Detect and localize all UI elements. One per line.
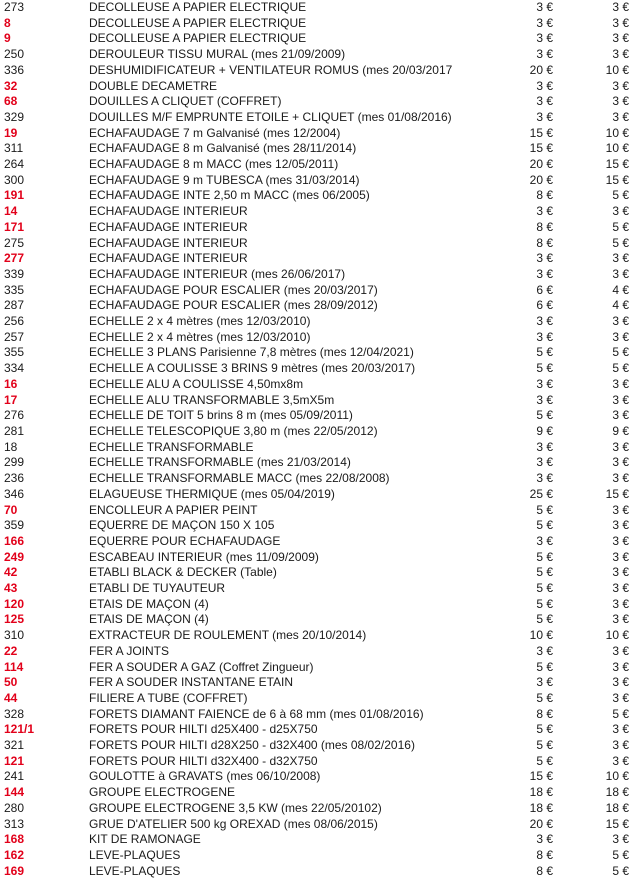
item-number: 313 xyxy=(4,816,25,831)
item-number: 355 xyxy=(4,345,25,360)
item-number: 310 xyxy=(4,628,25,643)
price-1: 3 € xyxy=(536,78,553,93)
table-row xyxy=(0,644,633,660)
item-number: 8 xyxy=(4,15,11,30)
table-row xyxy=(0,16,633,32)
item-label: ECHELLE DE TOIT 5 brins 8 m (mes 05/09/2011) xyxy=(89,408,353,423)
item-label: ECHELLE 2 x 4 mètres (mes 12/03/2010) xyxy=(89,314,311,329)
price-1: 5 € xyxy=(536,612,553,627)
table-row xyxy=(0,660,633,676)
item-number: 277 xyxy=(4,251,25,266)
item-number: 125 xyxy=(4,612,25,627)
price-2: 3 € xyxy=(612,738,629,753)
table-row xyxy=(0,251,633,267)
price-1: 5 € xyxy=(536,361,553,376)
item-number: 18 xyxy=(4,439,18,454)
price-2: 10 € xyxy=(605,628,629,643)
price-2: 10 € xyxy=(605,125,629,140)
price-2: 3 € xyxy=(612,109,629,124)
table-row xyxy=(0,94,633,110)
price-2: 3 € xyxy=(612,31,629,46)
table-row xyxy=(0,345,633,361)
item-number: 249 xyxy=(4,549,25,564)
item-label: ECHAFAUDAGE INTERIEUR xyxy=(89,251,248,266)
item-label: FILIERE A TUBE (COFFRET) xyxy=(89,690,248,705)
item-number: 168 xyxy=(4,832,25,847)
price-1: 9 € xyxy=(536,423,553,438)
price-1: 5 € xyxy=(536,565,553,580)
item-label: ECHAFAUDAGE INTERIEUR xyxy=(89,235,248,250)
item-number: 336 xyxy=(4,62,25,77)
price-1: 5 € xyxy=(536,596,553,611)
table-row xyxy=(0,220,633,236)
item-number: 50 xyxy=(4,675,18,690)
item-number: 329 xyxy=(4,109,25,124)
item-number: 120 xyxy=(4,596,25,611)
table-row xyxy=(0,157,633,173)
item-label: ECHAFAUDAGE INTERIEUR (mes 26/06/2017) xyxy=(89,266,346,281)
price-2: 3 € xyxy=(612,518,629,533)
table-row xyxy=(0,691,633,707)
price-1: 3 € xyxy=(536,439,553,454)
price-1: 3 € xyxy=(536,455,553,470)
item-label: DOUILLES M/F EMPRUNTE ETOILE + CLIQUET (mes 01/08/2016) xyxy=(89,109,452,124)
item-label: FER A JOINTS xyxy=(89,643,170,658)
item-number: 114 xyxy=(4,659,24,674)
table-row xyxy=(0,393,633,409)
table-row xyxy=(0,377,633,393)
price-2: 3 € xyxy=(612,659,629,674)
item-label: ECHELLE ALU A COULISSE 4,50mx8m xyxy=(89,376,304,391)
price-2: 3 € xyxy=(612,832,629,847)
item-number: 339 xyxy=(4,266,25,281)
table-row xyxy=(0,754,633,770)
item-number: 19 xyxy=(4,125,18,140)
item-number: 171 xyxy=(4,219,25,234)
table-row xyxy=(0,612,633,628)
table-row xyxy=(0,785,633,801)
item-number: 359 xyxy=(4,518,25,533)
table-row xyxy=(0,110,633,126)
table-row xyxy=(0,361,633,377)
item-label: GROUPE ELECTROGENE xyxy=(89,785,236,800)
price-1: 3 € xyxy=(536,15,553,30)
item-label: ECHELLE ALU TRANSFORMABLE 3,5mX5m xyxy=(89,392,335,407)
item-number: 287 xyxy=(4,298,25,313)
price-2: 3 € xyxy=(612,266,629,281)
item-label: KIT DE RAMONAGE xyxy=(89,832,201,847)
item-number: 162 xyxy=(4,847,25,862)
item-label: GROUPE ELECTROGENE 3,5 KW (mes 22/05/20102) xyxy=(89,800,382,815)
item-label: DESHUMIDIFICATEUR + VENTILATEUR ROMUS (mes 20/03/2017 xyxy=(89,62,453,77)
item-number: 121 xyxy=(4,753,25,768)
price-1: 6 € xyxy=(536,282,553,297)
table-row xyxy=(0,817,633,833)
price-1: 5 € xyxy=(536,690,553,705)
price-1: 3 € xyxy=(536,31,553,46)
item-label: DEROULEUR TISSU MURAL (mes 21/09/2009) xyxy=(89,47,346,62)
item-number: 16 xyxy=(4,376,18,391)
price-1: 10 € xyxy=(529,628,553,643)
item-label: GRUE D'ATELIER 500 kg OREXAD (mes 08/06/2015) xyxy=(89,816,378,831)
item-label: ECHAFAUDAGE 8 m Galvanisé (mes 28/11/2014) xyxy=(89,141,357,156)
price-2: 3 € xyxy=(612,581,629,596)
price-2: 18 € xyxy=(605,785,629,800)
item-label: ETABLI BLACK & DECKER (Table) xyxy=(89,565,277,580)
price-2: 3 € xyxy=(612,690,629,705)
price-1: 8 € xyxy=(536,706,553,721)
price-1: 8 € xyxy=(536,235,553,250)
item-label: ETAIS DE MAÇON (4) xyxy=(89,612,209,627)
price-1: 5 € xyxy=(536,659,553,674)
table-row xyxy=(0,675,633,691)
price-1: 8 € xyxy=(536,188,553,203)
item-number: 300 xyxy=(4,172,25,187)
item-label: ECHELLE TRANSFORMABLE (mes 21/03/2014) xyxy=(89,455,351,470)
price-2: 3 € xyxy=(612,533,629,548)
item-number: 328 xyxy=(4,706,25,721)
price-2: 3 € xyxy=(612,94,629,109)
table-row xyxy=(0,267,633,283)
price-1: 3 € xyxy=(536,47,553,62)
item-label: ECHELLE 3 PLANS Parisienne 7,8 mètres (mes 12/04/2021) xyxy=(89,345,414,360)
item-number: 42 xyxy=(4,565,18,580)
item-label: FORETS POUR HILTI d32X400 - d32X750 xyxy=(89,753,318,768)
item-label: FER A SOUDER A GAZ (Coffret Zingueur) xyxy=(89,659,314,674)
price-2: 5 € xyxy=(612,863,629,878)
item-label: EXTRACTEUR DE ROULEMENT (mes 20/10/2014) xyxy=(89,628,367,643)
item-label: EQUERRE DE MAÇON 150 X 105 xyxy=(89,518,275,533)
price-2: 3 € xyxy=(612,675,629,690)
price-2: 3 € xyxy=(612,376,629,391)
price-2: 15 € xyxy=(605,486,629,501)
price-2: 3 € xyxy=(612,455,629,470)
item-label: ENCOLLEUR A PAPIER PEINT xyxy=(89,502,258,517)
table-row xyxy=(0,487,633,503)
price-2: 5 € xyxy=(612,847,629,862)
item-number: 264 xyxy=(4,157,25,172)
price-2: 3 € xyxy=(612,329,629,344)
table-row xyxy=(0,581,633,597)
item-label: DECOLLEUSE A PAPIER ELECTRIQUE xyxy=(89,0,307,14)
item-label: DOUILLES A CLIQUET (COFFRET) xyxy=(89,94,282,109)
price-2: 4 € xyxy=(612,298,629,313)
price-2: 10 € xyxy=(605,141,629,156)
item-number: 43 xyxy=(4,581,18,596)
table-row xyxy=(0,424,633,440)
price-1: 3 € xyxy=(536,643,553,658)
price-2: 3 € xyxy=(612,565,629,580)
item-number: 22 xyxy=(4,643,18,658)
price-2: 15 € xyxy=(605,816,629,831)
item-number: 273 xyxy=(4,0,25,14)
item-number: 250 xyxy=(4,47,25,62)
price-2: 3 € xyxy=(612,612,629,627)
table-row xyxy=(0,518,633,534)
table-row xyxy=(0,832,633,848)
price-1: 25 € xyxy=(529,486,553,501)
table-row xyxy=(0,330,633,346)
price-2: 3 € xyxy=(612,251,629,266)
price-2: 3 € xyxy=(612,0,629,14)
item-number: 281 xyxy=(4,423,25,438)
item-label: ESCABEAU INTERIEUR (mes 11/09/2009) xyxy=(89,549,319,564)
price-2: 3 € xyxy=(612,596,629,611)
table-row xyxy=(0,707,633,723)
price-1: 5 € xyxy=(536,345,553,360)
table-row xyxy=(0,408,633,424)
price-1: 8 € xyxy=(536,847,553,862)
price-2: 5 € xyxy=(612,188,629,203)
item-label: ECHAFAUDAGE POUR ESCALIER (mes 28/09/2012) xyxy=(89,298,378,313)
item-label: ECHAFAUDAGE POUR ESCALIER (mes 20/03/2017) xyxy=(89,282,378,297)
price-1: 3 € xyxy=(536,251,553,266)
price-1: 3 € xyxy=(536,109,553,124)
item-label: ECHELLE TRANSFORMABLE xyxy=(89,439,254,454)
table-row xyxy=(0,628,633,644)
item-number: 311 xyxy=(4,141,24,156)
item-label: LEVE-PLAQUES xyxy=(89,863,181,878)
item-number: 70 xyxy=(4,502,18,517)
price-2: 5 € xyxy=(612,235,629,250)
price-1: 5 € xyxy=(536,738,553,753)
item-label: ECHAFAUDAGE INTE 2,50 m MACC (mes 06/2005) xyxy=(89,188,370,203)
item-number: 17 xyxy=(4,392,18,407)
item-number: 280 xyxy=(4,800,25,815)
item-number: 241 xyxy=(4,769,25,784)
table-row xyxy=(0,801,633,817)
price-1: 20 € xyxy=(529,816,553,831)
table-row xyxy=(0,47,633,63)
item-number: 334 xyxy=(4,361,25,376)
price-2: 18 € xyxy=(605,800,629,815)
table-row xyxy=(0,471,633,487)
price-1: 18 € xyxy=(529,785,553,800)
item-label: ECHELLE TELESCOPIQUE 3,80 m (mes 22/05/2012) xyxy=(89,423,378,438)
price-2: 5 € xyxy=(612,706,629,721)
table-row xyxy=(0,597,633,613)
price-2: 3 € xyxy=(612,408,629,423)
table-row xyxy=(0,848,633,864)
item-number: 335 xyxy=(4,282,25,297)
price-2: 3 € xyxy=(612,722,629,737)
price-2: 5 € xyxy=(612,361,629,376)
table-row xyxy=(0,126,633,142)
table-row xyxy=(0,283,633,299)
item-label: EQUERRE POUR ECHAFAUDAGE xyxy=(89,533,281,548)
price-1: 3 € xyxy=(536,471,553,486)
price-2: 3 € xyxy=(612,15,629,30)
item-label: ECHAFAUDAGE 8 m MACC (mes 12/05/2011) xyxy=(89,157,339,172)
price-1: 18 € xyxy=(529,800,553,815)
table-row xyxy=(0,722,633,738)
item-number: 191 xyxy=(4,188,25,203)
price-1: 3 € xyxy=(536,392,553,407)
price-1: 3 € xyxy=(536,204,553,219)
price-1: 5 € xyxy=(536,581,553,596)
item-label: FORETS POUR HILTI d25X400 - d25X750 xyxy=(89,722,318,737)
item-number: 275 xyxy=(4,235,25,250)
item-label: ECHELLE TRANSFORMABLE MACC (mes 22/08/2008) xyxy=(89,471,390,486)
table-row xyxy=(0,173,633,189)
item-number: 68 xyxy=(4,94,18,109)
price-2: 10 € xyxy=(605,62,629,77)
price-1: 8 € xyxy=(536,219,553,234)
item-label: ECHAFAUDAGE 7 m Galvanisé (mes 12/2004) xyxy=(89,125,341,140)
table-row xyxy=(0,141,633,157)
item-number: 9 xyxy=(4,31,11,46)
item-label: ECHELLE A COULISSE 3 BRINS 9 mètres (mes 20/03/2017) xyxy=(89,361,416,376)
price-2: 3 € xyxy=(612,47,629,62)
table-row xyxy=(0,63,633,79)
item-label: DECOLLEUSE A PAPIER ELECTRIQUE xyxy=(89,15,307,30)
table-row xyxy=(0,31,633,47)
price-1: 3 € xyxy=(536,94,553,109)
price-1: 5 € xyxy=(536,502,553,517)
price-2: 3 € xyxy=(612,643,629,658)
item-number: 121/1 xyxy=(4,722,35,737)
table-row xyxy=(0,298,633,314)
price-2: 3 € xyxy=(612,439,629,454)
item-label: FORETS POUR HILTI d28X250 - d32X400 (mes 08/02/2016) xyxy=(89,738,415,753)
table-row xyxy=(0,314,633,330)
table-row xyxy=(0,440,633,456)
price-1: 15 € xyxy=(529,769,553,784)
price-1: 3 € xyxy=(536,266,553,281)
item-number: 299 xyxy=(4,455,25,470)
item-number: 14 xyxy=(4,204,18,219)
price-1: 3 € xyxy=(536,832,553,847)
item-number: 256 xyxy=(4,314,25,329)
table-row xyxy=(0,534,633,550)
table-row xyxy=(0,565,633,581)
price-2: 15 € xyxy=(605,172,629,187)
price-1: 3 € xyxy=(536,0,553,14)
price-2: 3 € xyxy=(612,753,629,768)
item-label: ETAIS DE MAÇON (4) xyxy=(89,596,209,611)
price-1: 5 € xyxy=(536,753,553,768)
price-2: 9 € xyxy=(612,423,629,438)
item-number: 144 xyxy=(4,785,25,800)
table-row xyxy=(0,550,633,566)
price-2: 15 € xyxy=(605,157,629,172)
price-2: 5 € xyxy=(612,345,629,360)
item-number: 257 xyxy=(4,329,25,344)
item-number: 236 xyxy=(4,471,25,486)
item-label: GOULOTTE à GRAVATS (mes 06/10/2008) xyxy=(89,769,321,784)
price-2: 3 € xyxy=(612,549,629,564)
item-label: ELAGUEUSE THERMIQUE (mes 05/04/2019) xyxy=(89,486,335,501)
price-2: 5 € xyxy=(612,219,629,234)
item-number: 346 xyxy=(4,486,25,501)
price-2: 3 € xyxy=(612,204,629,219)
price-2: 4 € xyxy=(612,282,629,297)
price-1: 5 € xyxy=(536,549,553,564)
price-1: 5 € xyxy=(536,518,553,533)
price-1: 15 € xyxy=(529,141,553,156)
price-1: 5 € xyxy=(536,722,553,737)
price-2: 3 € xyxy=(612,502,629,517)
item-number: 166 xyxy=(4,533,25,548)
price-2: 3 € xyxy=(612,392,629,407)
table-row xyxy=(0,79,633,95)
item-number: 169 xyxy=(4,863,25,878)
price-1: 3 € xyxy=(536,376,553,391)
price-1: 20 € xyxy=(529,157,553,172)
price-1: 20 € xyxy=(529,62,553,77)
item-label: DECOLLEUSE A PAPIER ELECTRIQUE xyxy=(89,31,307,46)
item-label: FER A SOUDER INSTANTANE ETAIN xyxy=(89,675,294,690)
price-1: 20 € xyxy=(529,172,553,187)
price-1: 3 € xyxy=(536,314,553,329)
price-2: 3 € xyxy=(612,78,629,93)
price-1: 8 € xyxy=(536,863,553,878)
item-label: ECHAFAUDAGE INTERIEUR xyxy=(89,204,248,219)
table-row xyxy=(0,236,633,252)
table-row xyxy=(0,864,633,880)
price-2: 10 € xyxy=(605,769,629,784)
table-row xyxy=(0,204,633,220)
price-2: 3 € xyxy=(612,471,629,486)
table-row xyxy=(0,455,633,471)
table-row xyxy=(0,0,633,16)
item-label: ECHELLE 2 x 4 mètres (mes 12/03/2010) xyxy=(89,329,311,344)
price-2: 3 € xyxy=(612,314,629,329)
item-label: LEVE-PLAQUES xyxy=(89,847,181,862)
table-row xyxy=(0,738,633,754)
table-row xyxy=(0,503,633,519)
item-number: 321 xyxy=(4,738,25,753)
price-1: 6 € xyxy=(536,298,553,313)
item-label: FORETS DIAMANT FAIENCE de 6 à 68 mm (mes 01/08/2016) xyxy=(89,706,424,721)
table-row xyxy=(0,188,633,204)
price-1: 3 € xyxy=(536,675,553,690)
price-1: 15 € xyxy=(529,125,553,140)
item-number: 32 xyxy=(4,78,18,93)
price-1: 3 € xyxy=(536,533,553,548)
price-1: 5 € xyxy=(536,408,553,423)
item-label: ETABLI DE TUYAUTEUR xyxy=(89,581,226,596)
item-label: ECHAFAUDAGE 9 m TUBESCA (mes 31/03/2014) xyxy=(89,172,360,187)
table-row xyxy=(0,769,633,785)
item-number: 276 xyxy=(4,408,25,423)
item-label: ECHAFAUDAGE INTERIEUR xyxy=(89,219,248,234)
item-number: 44 xyxy=(4,690,18,705)
price-1: 3 € xyxy=(536,329,553,344)
item-label: DOUBLE DECAMETRE xyxy=(89,78,218,93)
